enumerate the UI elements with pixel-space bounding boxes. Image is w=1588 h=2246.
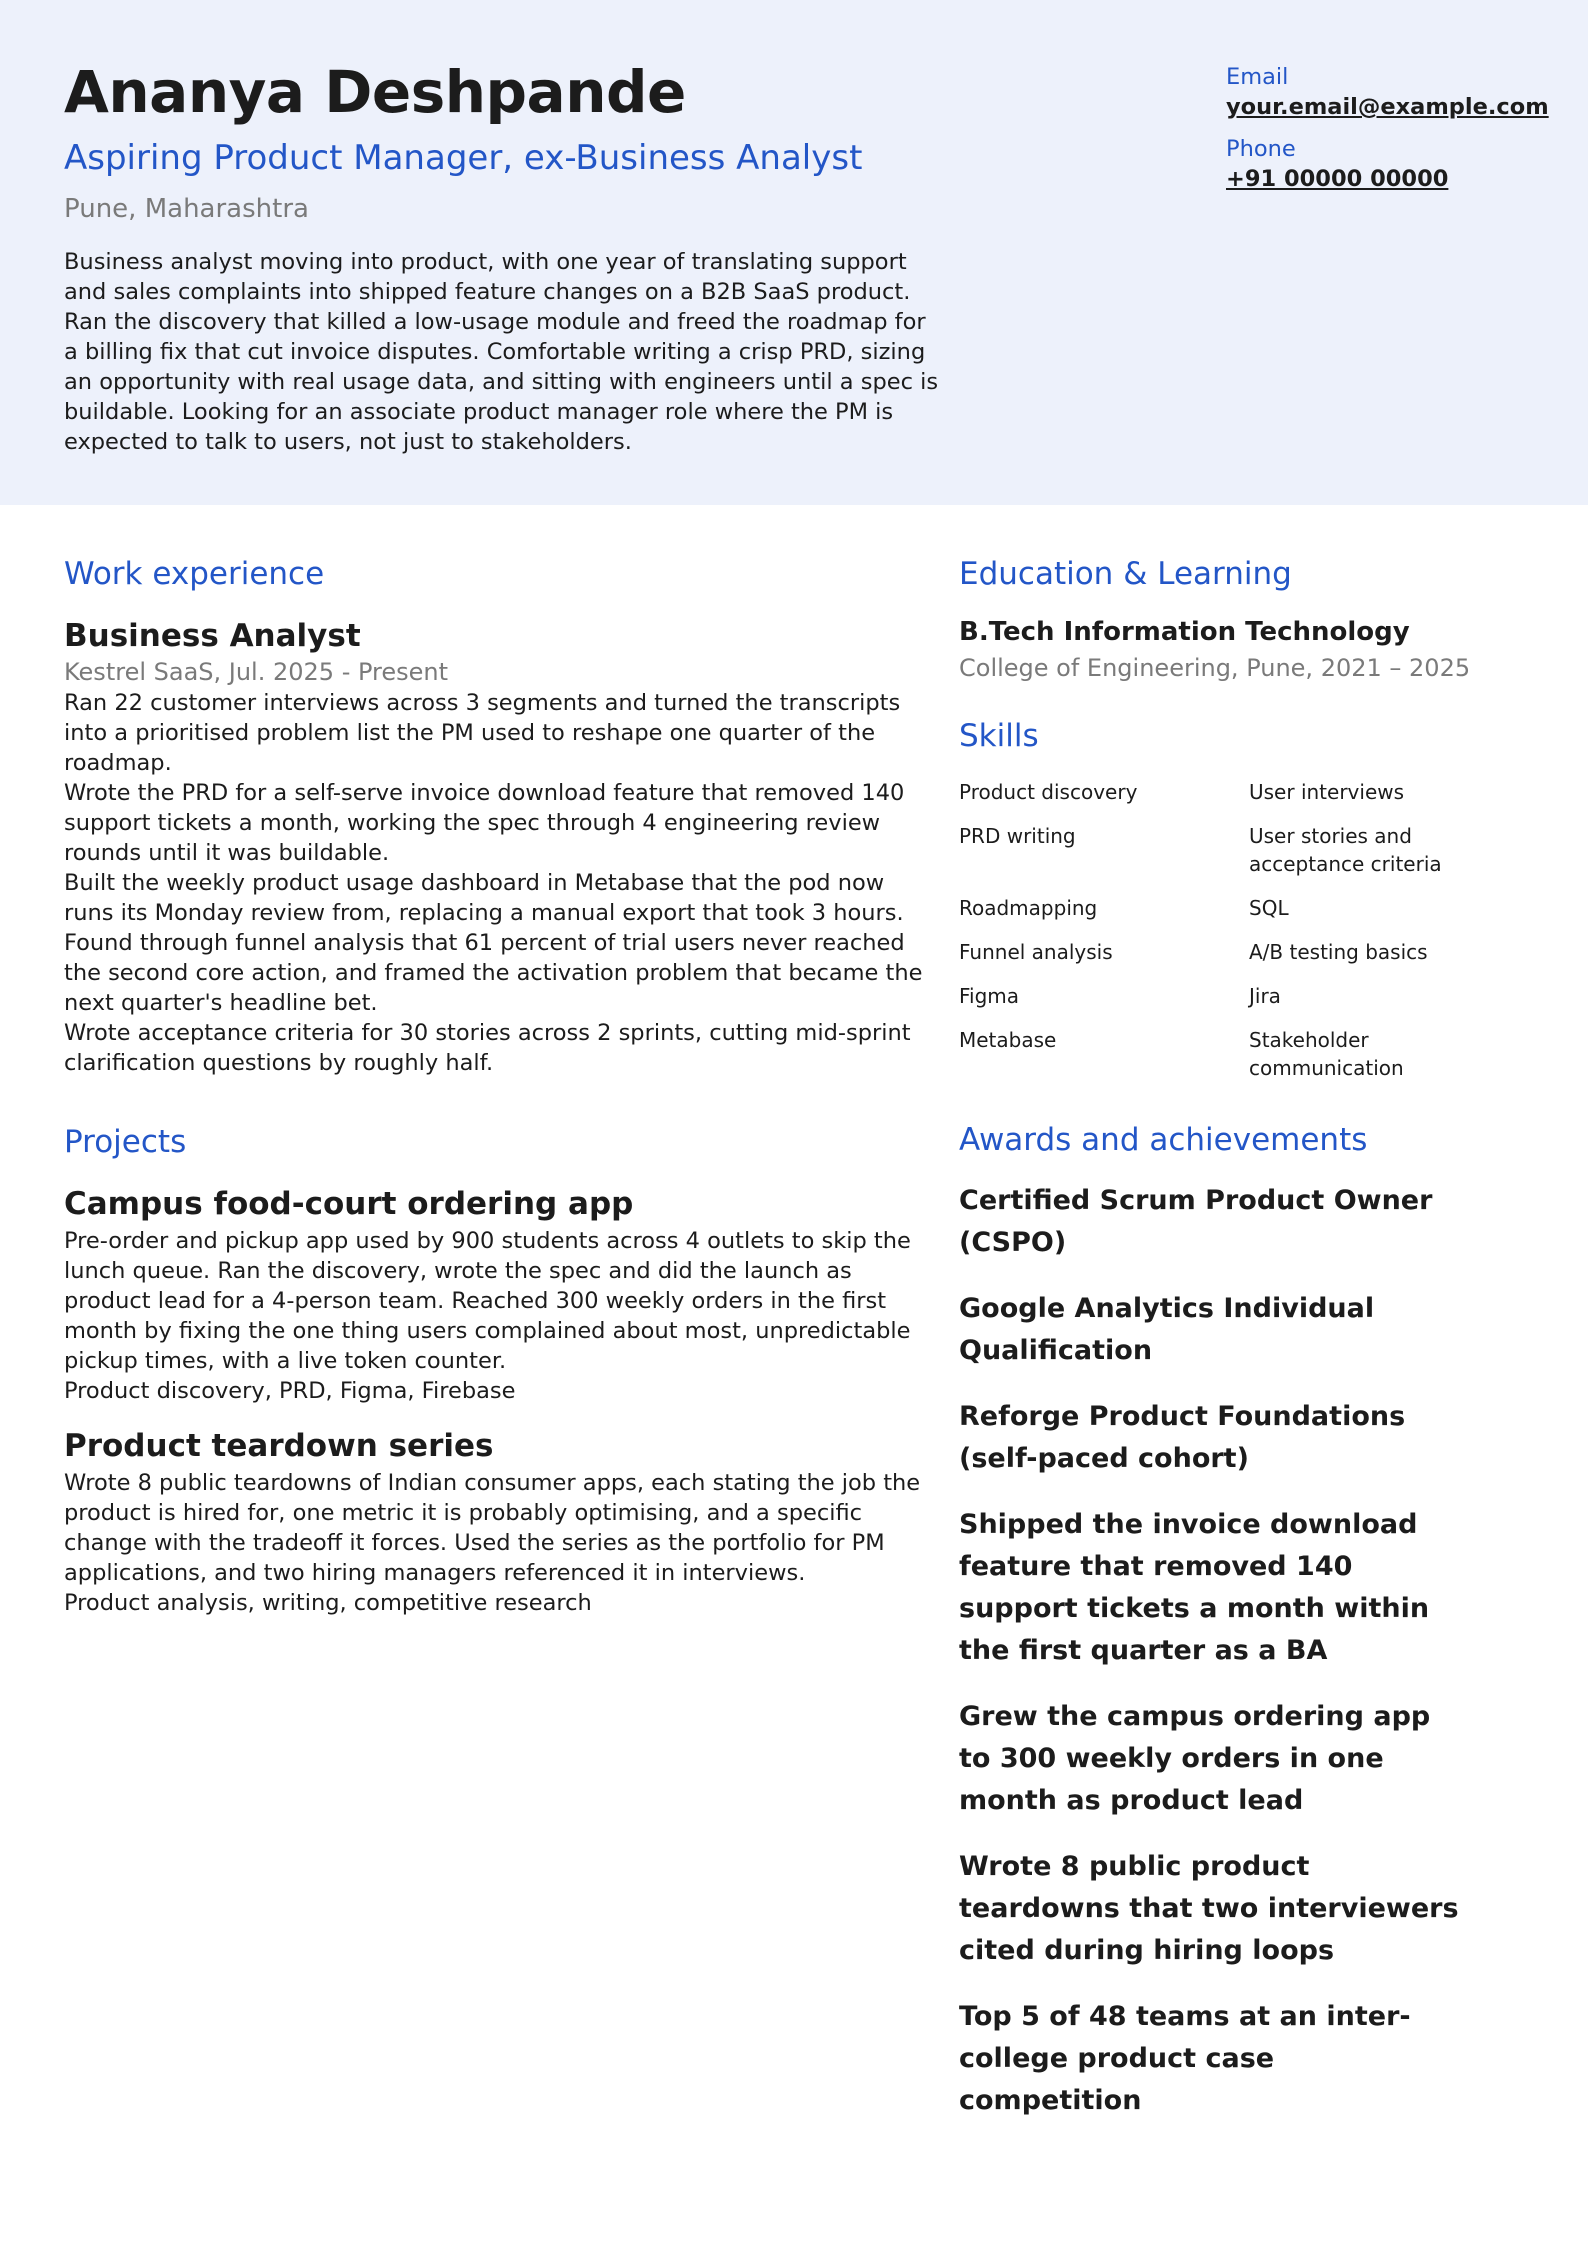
project-description: Wrote 8 public teardowns of Indian consumer apps, each stating the job the product is hired for, one metric it is probably optimising, and a specific change with the tradeoff it forces. Used the series as the portfolio for PM applications, and two hiring managers referenced it in interviews. [64,1470,921,1586]
project-tags: Product discovery, PRD, Figma, Firebase [64,1378,516,1404]
work-experience-section [64,552,924,1078]
resume-header [0,0,1588,505]
email-link[interactable]: your.email@example.com [1226,94,1549,120]
skills-grid [959,778,1479,1082]
skill-item: Product discovery [959,780,1138,804]
award-item: Grew the campus ordering app to 300 weekly orders in one month as product lead [959,1701,1431,1816]
project-entry [64,1184,924,1406]
candidate-name: Ananya Deshpande [64,58,686,126]
award-item: Google Analytics Individual Qualification [959,1293,1375,1366]
projects-section [64,1120,924,1618]
phone-label: Phone [1226,136,1296,162]
skill-item: User interviews [1249,780,1405,804]
job-bullet: Wrote acceptance criteria for 30 stories across 2 sprints, cutting mid-sprint clarification questions by roughly half. [64,1020,911,1076]
awards-list [959,1180,1479,2122]
left-column [64,552,924,1618]
skill-item: Funnel analysis [959,940,1113,964]
skill-item: A/B testing basics [1249,940,1428,964]
projects-heading: Projects [64,1124,187,1160]
project-entry [64,1426,924,1618]
education-heading: Education & Learning [959,556,1292,592]
skill-item: Jira [1249,984,1281,1008]
skill-item: Roadmapping [959,896,1098,920]
job-bullet: Built the weekly product usage dashboard in Metabase that the pod now runs its Monday review from, replacing a manual export that took 3 hours. [64,870,904,926]
project-title: Campus food-court ordering app [64,1186,634,1222]
phone-group [1226,134,1549,194]
job-bullet: Wrote the PRD for a self-serve invoice download feature that removed 140 support tickets a month, working the spec through 4 engineering review rounds until it was buildable. [64,780,905,866]
contact-block [1226,62,1549,194]
award-item: Shipped the invoice download feature that removed 140 support tickets a month within the first quarter as a BA [959,1509,1430,1666]
job-meta: Kestrel SaaS, Jul. 2025 - Present [64,658,449,686]
job-entry [64,616,924,1078]
work-experience-heading: Work experience [64,556,325,592]
awards-heading: Awards and achievements [959,1122,1368,1158]
skill-item: SQL [1249,896,1289,920]
degree-title: B.Tech Information Technology [959,617,1410,647]
project-description: Pre-order and pickup app used by 900 students across 4 outlets to skip the lunch queue. Ran the discovery, wrote the spec and did the launch as product lead for a 4-person team. Reached 300 weekly orders in the first month by fixing the one thing users complained about most, unpredictable pickup times, with a live token counter. [64,1228,911,1374]
education-section [959,552,1479,686]
skill-item: Figma [959,984,1020,1008]
award-item: Certified Scrum Product Owner (CSPO) [959,1185,1433,1258]
award-item: Wrote 8 public product teardowns that two interviewers cited during hiring loops [959,1851,1459,1966]
awards-section [959,1118,1479,2122]
job-title: Business Analyst [64,618,361,654]
skill-item: Metabase [959,1028,1057,1052]
candidate-location: Pune, Maharashtra [64,194,309,224]
project-tags: Product analysis, writing, competitive research [64,1590,592,1616]
project-title: Product teardown series [64,1428,494,1464]
skill-item: PRD writing [959,824,1076,848]
skill-item: User stories and acceptance criteria [1249,824,1442,876]
skill-item: Stakeholder communication [1249,1028,1404,1080]
right-column [959,552,1479,2122]
degree-meta: College of Engineering, Pune, 2021 – 2025 [959,654,1471,682]
profile-summary: Business analyst moving into product, with one year of translating support and sales complaints into shipped feature changes on a B2B SaaS product. Ran the discovery that killed a low-usage module and freed the roadmap for a billing fix that cut invoice disputes. Comfortable writing a crisp PRD, sizing an opportunity with real usage data, and sitting with engineers until a spec is buildable. Looking for an associate product manager role where the PM is expected to talk to users, not just to stakeholders. [64,249,939,455]
award-item: Top 5 of 48 teams at an inter-college product case competition [959,2001,1411,2116]
candidate-tagline: Aspiring Product Manager, ex-Business Analyst [64,138,863,178]
award-item: Reforge Product Foundations (self-paced cohort) [959,1401,1406,1474]
skills-section [959,714,1479,1082]
email-group [1226,62,1549,122]
job-bullet: Ran 22 customer interviews across 3 segments and turned the transcripts into a prioritised problem list the PM used to reshape one quarter of the roadmap. [64,690,901,776]
email-label: Email [1226,64,1289,90]
phone-link[interactable]: +91 00000 00000 [1226,166,1449,192]
skills-heading: Skills [959,718,1039,754]
job-bullet: Found through funnel analysis that 61 percent of trial users never reached the second core action, and framed the activation problem that became the next quarter's headline bet. [64,930,923,1016]
